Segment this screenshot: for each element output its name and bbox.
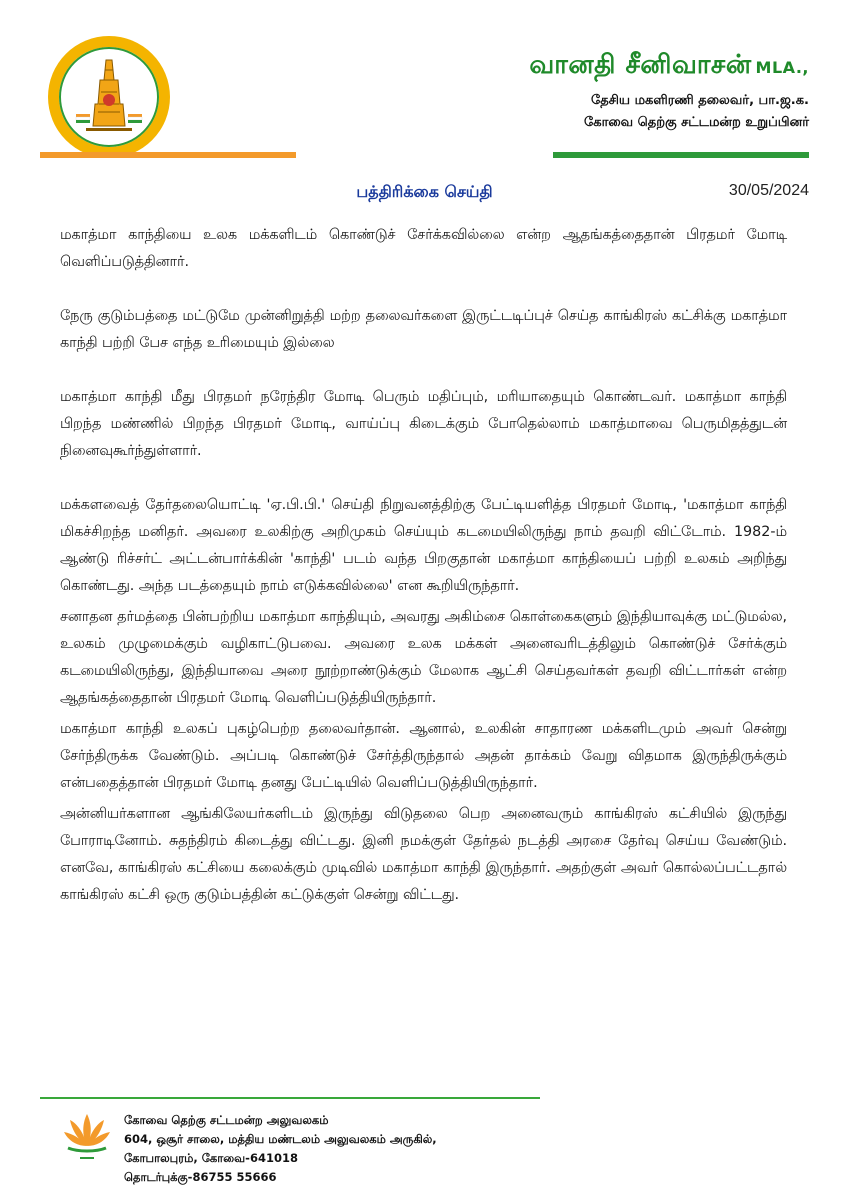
paragraph: சனாதன தர்மத்தை பின்பற்றிய மகாத்மா காந்தியும், அவரது அகிம்சை கொள்கைகளும் இந்தியாவுக்கு மட்டுமல்ல, உலகம் முழுமைக்கும் வழிகாட்டுபவை. அவரை உலக மக்கள் அனைவரிடத்திலும் கொண்டுச் சேர்க்கும் கடமையிலிருந்து, இந்தியாவை அரை நூற்றாண்டுக்கும் மேலாக ஆட்சி செய்தவர்கள் தவறி விட்டார்கள் என்ற ஆதங்கத்தைதான் பிரதமர் மோடி வெளிப்படுத்தியிருந்தார். (60, 609, 787, 706)
press-title-row (40, 182, 809, 206)
mla-name: வானதி சீனிவாசன் MLA., (529, 50, 809, 80)
footer-address (124, 1111, 437, 1187)
footer-address-line: 604, ஒசூர் சாலை, மத்திய மண்டலம் அலுவலகம் அருகில், (124, 1132, 437, 1146)
paragraph: நேரு குடும்பத்தை மட்டுமே முன்னிறுத்தி மற்ற தலைவர்களை இருட்டடிப்புச் செய்த காங்கிரஸ் கட்சிக்கு மகாத்மா காந்தி பற்றி பேச எந்த உரிமையும் இல்லை (60, 308, 787, 351)
footer-contact: தொடர்புக்கு-86755 55666 (124, 1170, 277, 1184)
paragraph: அன்னியர்களான ஆங்கிலேயர்களிடம் இருந்து விடுதலை பெற அனைவரும் காங்கிரஸ் கட்சியில் இருந்து போராடினோம். சுதந்திரம் கிடைத்து விட்டது. இனி நமக்குள் தேர்தல் நடத்தி அரசை தேர்வு செய்ய வேண்டும். எனவே, காங்கிரஸ் கட்சியை கலைக்கும் முடிவில் மகாத்மா காந்தி இருந்தார். அதற்குள் அவர் கொல்லப்பட்டதால் காங்கிரஸ் கட்சி ஒரு குடும்பத்தின் கட்டுக்குள் சென்று விட்டது. (60, 806, 787, 903)
letterhead (529, 50, 809, 131)
paragraph: மகாத்மா காந்தி உலகப் புகழ்பெற்ற தலைவர்தான். ஆனால், உலகின் சாதாரண மக்களிடமும் அவர் சென்று சேர்ந்திருக்க வேண்டும். அப்படி கொண்டுச் சேர்த்திருந்தால் அதன் தாக்கம் வேறு விதமாக இருந்திருக்கும் என்பதைத்தான் பிரதமர் மோடி தனது பேட்டியில் வெளிப்படுத்தியிருந்தார். (60, 721, 787, 791)
mla-suffix: MLA., (755, 58, 809, 77)
divider-white (296, 152, 552, 158)
divider-green (553, 152, 809, 158)
press-release-title: பத்திரிக்கை செய்தி (356, 182, 493, 201)
divider-saffron (40, 152, 296, 158)
tricolor-divider (40, 152, 809, 158)
paragraph: மகாத்மா காந்தியை உலக மக்களிடம் கொண்டுச் சேர்க்கவில்லை என்ற ஆதங்கத்தைதான் பிரதமர் மோடி வெளிப்படுத்தினார். (60, 227, 787, 270)
tamil-nadu-emblem-icon (46, 34, 172, 160)
mla-constituency: கோவை தெற்கு சட்டமன்ற உறுப்பினர் (584, 115, 809, 130)
footer-office-name: கோவை தெற்கு சட்டமன்ற அலுவலகம் (124, 1113, 329, 1127)
footer-city: கோபாலபுரம், கோவை-641018 (124, 1151, 298, 1165)
mla-role: தேசிய மகளிரணி தலைவர், பா.ஜ.க. (591, 93, 809, 108)
bjp-lotus-icon (62, 1108, 112, 1168)
footer-divider (40, 1097, 540, 1099)
press-release-body (60, 222, 787, 909)
paragraph: மகாத்மா காந்தி மீது பிரதமர் நரேந்திர மோடி பெரும் மதிப்பும், மரியாதையும் கொண்டவர். மகாத்மா காந்தி பிறந்த மண்ணில் பிறந்த பிரதமர் மோடி, வாய்ப்பு கிடைக்கும் போதெல்லாம் மகாத்மாவை பெருமிதத்துடன் நினைவுகூர்ந்துள்ளார். (60, 389, 787, 459)
press-date: 30/05/2024 (728, 182, 809, 199)
paragraph: மக்களவைத் தேர்தலையொட்டி 'ஏ.பி.பி.' செய்தி நிறுவனத்திற்கு பேட்டியளித்த பிரதமர் மோடி, 'மகாத்மா காந்தி மிகச்சிறந்த மனிதர். அவரை உலகிற்கு அறிமுகம் செய்யும் கடமையிலிருந்து நாம் தவறி விட்டோம். 1982-ம் ஆண்டு ரிச்சர்ட் அட்டன்பார்க்கின் 'காந்தி' படம் வந்த பிறகுதான் மகாத்மா காந்தியைப் பற்றி உலகம் அறிந்து கொண்டது. அந்த படத்தையும் நாம் எடுக்கவில்லை' என கூறியிருந்தார். (60, 497, 787, 594)
